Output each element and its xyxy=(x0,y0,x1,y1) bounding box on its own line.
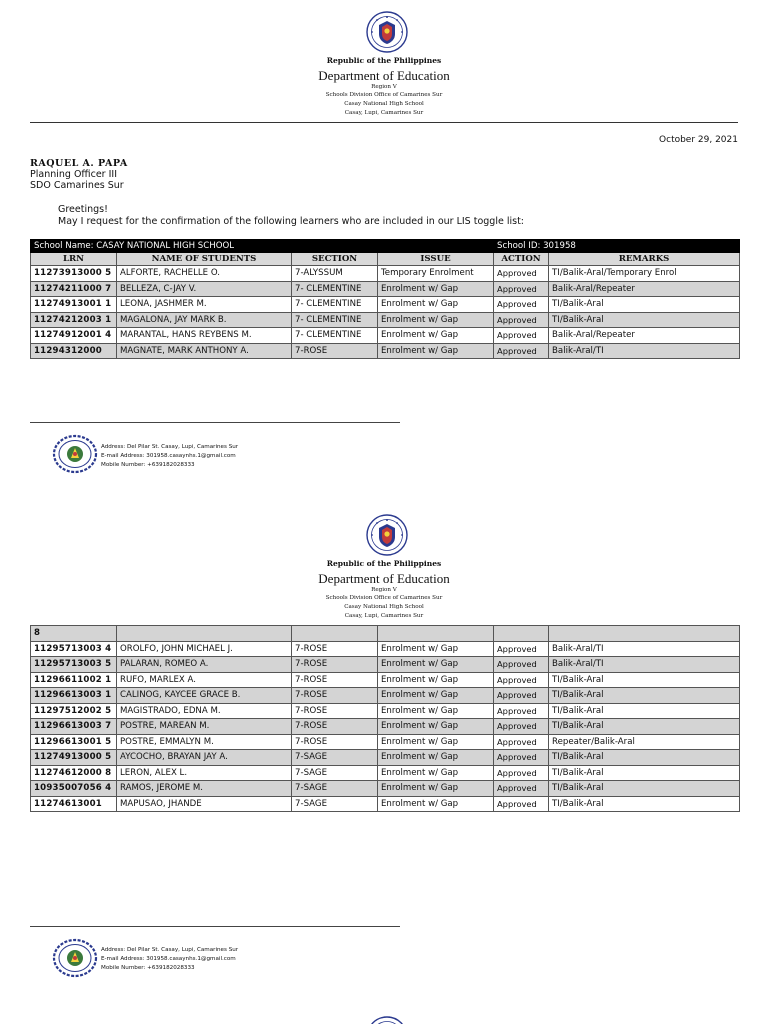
lrn-cell: 11294312000 xyxy=(31,343,117,359)
issue-cell: Enrolment w/ Gap xyxy=(378,281,494,297)
lrn-cell: 11274612000 8 xyxy=(31,765,117,781)
name-cell: MAGISTRADO, EDNA M. xyxy=(117,703,292,719)
lrn-cell: 11296613003 7 xyxy=(31,719,117,735)
footer-address: Address: Del Pilar St. Casay, Lupi, Camarines Sur xyxy=(101,444,239,450)
action-cell: Approved xyxy=(494,281,549,297)
remarks-cell: TI/Balik-Aral xyxy=(549,750,740,766)
table-row-continuation xyxy=(31,626,740,642)
remarks-cell: TI/Balik-Aral xyxy=(549,765,740,781)
action-cell: Approved xyxy=(494,641,549,657)
action-cell: Approved xyxy=(494,688,549,704)
table-row xyxy=(31,750,740,766)
school-logo-icon xyxy=(52,938,98,978)
table-row xyxy=(31,312,740,328)
section-cell: 7- CLEMENTINE xyxy=(292,297,378,313)
request-sentence: May I request for the confirmation of the following learners who are included in our LIS toggle list: xyxy=(58,216,524,227)
table-row xyxy=(31,641,740,657)
name-cell: MARANTAL, HANS REYBENS M. xyxy=(117,328,292,344)
lrn-cell: 11274913001 1 xyxy=(31,297,117,313)
empty-cell xyxy=(292,626,378,642)
issue-cell: Temporary Enrolment xyxy=(378,266,494,282)
header-issue: ISSUE xyxy=(378,253,494,266)
footer-email: E-mail Address: 301958.casaynhs.1@gmail.com xyxy=(101,956,236,962)
section-cell: 7-SAGE xyxy=(292,765,378,781)
remarks-cell: TI/Balik-Aral xyxy=(549,703,740,719)
school-logo-icon xyxy=(52,434,98,474)
remarks-cell: Balik-Aral/TI xyxy=(549,641,740,657)
letterhead-department: Department of Education xyxy=(318,68,450,83)
action-cell: Approved xyxy=(494,312,549,328)
remarks-cell: TI/Balik-Aral xyxy=(549,719,740,735)
lrn-cell: 11296613001 5 xyxy=(31,734,117,750)
letterhead-republic: Republic of the Philippines xyxy=(326,56,442,65)
lrn-cell: 11296611002 1 xyxy=(31,672,117,688)
issue-cell: Enrolment w/ Gap xyxy=(378,719,494,735)
deped-seal-icon xyxy=(366,514,408,556)
header-action: ACTION xyxy=(494,253,549,266)
remarks-cell: Balik-Aral/Repeater xyxy=(549,281,740,297)
name-cell: MAGNATE, MARK ANTHONY A. xyxy=(117,343,292,359)
lrn-cell: 11295713003 4 xyxy=(31,641,117,657)
issue-cell: Enrolment w/ Gap xyxy=(378,796,494,812)
school-name: School Name: CASAY NATIONAL HIGH SCHOOL xyxy=(31,240,494,253)
deped-seal-icon xyxy=(366,1016,408,1024)
action-cell: Approved xyxy=(494,734,549,750)
name-cell: PALARAN, ROMEO A. xyxy=(117,657,292,673)
issue-cell: Enrolment w/ Gap xyxy=(378,672,494,688)
lrn-cell: 11297512002 5 xyxy=(31,703,117,719)
section-cell: 7- CLEMENTINE xyxy=(292,328,378,344)
action-cell: Approved xyxy=(494,765,549,781)
section-cell: 7-ROSE xyxy=(292,719,378,735)
remarks-cell: TI/Balik-Aral xyxy=(549,312,740,328)
letterhead-school: Casay National High School xyxy=(344,604,424,610)
action-cell: Approved xyxy=(494,657,549,673)
footer-divider xyxy=(30,926,400,927)
action-cell: Approved xyxy=(494,266,549,282)
section-cell: 7- CLEMENTINE xyxy=(292,312,378,328)
remarks-cell: Balik-Aral/Repeater xyxy=(549,328,740,344)
lrn-cell: 10935007056 4 xyxy=(31,781,117,797)
table-row xyxy=(31,688,740,704)
section-cell: 7-ROSE xyxy=(292,657,378,673)
table-row xyxy=(31,781,740,797)
footer-address: Address: Del Pilar St. Casay, Lupi, Camarines Sur xyxy=(101,947,239,953)
issue-cell: Enrolment w/ Gap xyxy=(378,657,494,673)
lrn-cell: 11295713003 5 xyxy=(31,657,117,673)
table-row xyxy=(31,734,740,750)
learners-table-page2 xyxy=(30,625,740,812)
issue-cell: Enrolment w/ Gap xyxy=(378,328,494,344)
recipient-office: SDO Camarines Sur xyxy=(30,180,124,191)
empty-cell xyxy=(549,626,740,642)
footer-contact xyxy=(101,946,238,973)
remarks-cell: TI/Balik-Aral xyxy=(549,688,740,704)
table-row xyxy=(31,266,740,282)
table-row xyxy=(31,657,740,673)
section-cell: 7-SAGE xyxy=(292,796,378,812)
learners-table-page1 xyxy=(30,239,740,359)
table-row xyxy=(31,672,740,688)
name-cell: POSTRE, EMMALYN M. xyxy=(117,734,292,750)
table-row xyxy=(31,328,740,344)
deped-seal-icon xyxy=(366,11,408,53)
letter-date: October 29, 2021 xyxy=(659,135,738,145)
lrn-cell: 11274913000 5 xyxy=(31,750,117,766)
header-remarks: REMARKS xyxy=(549,253,740,266)
letterhead-location: Casay, Lupi, Camarines Sur xyxy=(344,110,424,116)
school-info-row xyxy=(31,240,740,253)
remarks-cell: TI/Balik-Aral xyxy=(549,781,740,797)
name-cell: MAGALONA, JAY MARK B. xyxy=(117,312,292,328)
section-cell: 7-ROSE xyxy=(292,343,378,359)
action-cell: Approved xyxy=(494,781,549,797)
lrn-cell: 8 xyxy=(31,626,117,642)
action-cell: Approved xyxy=(494,719,549,735)
issue-cell: Enrolment w/ Gap xyxy=(378,343,494,359)
recipient-title: Planning Officer III xyxy=(30,169,118,180)
name-cell: OROLFO, JOHN MICHAEL J. xyxy=(117,641,292,657)
school-id: School ID: 301958 xyxy=(494,240,740,253)
recipient-name: RAQUEL A. PAPA xyxy=(30,158,128,169)
header-lrn: LRN xyxy=(31,253,117,266)
section-cell: 7-ROSE xyxy=(292,641,378,657)
footer-mobile: Mobile Number: +639182028333 xyxy=(101,462,195,468)
letterhead-region: Region V xyxy=(371,84,397,90)
section-cell: 7-ROSE xyxy=(292,672,378,688)
name-cell: RUFO, MARLEX A. xyxy=(117,672,292,688)
issue-cell: Enrolment w/ Gap xyxy=(378,703,494,719)
footer-contact xyxy=(101,443,238,470)
table-row xyxy=(31,796,740,812)
issue-cell: Enrolment w/ Gap xyxy=(378,734,494,750)
issue-cell: Enrolment w/ Gap xyxy=(378,781,494,797)
issue-cell: Enrolment w/ Gap xyxy=(378,750,494,766)
name-cell: LERON, ALEX L. xyxy=(117,765,292,781)
action-cell: Approved xyxy=(494,796,549,812)
lrn-cell: 11274613001 xyxy=(31,796,117,812)
addressee-block xyxy=(30,158,128,191)
name-cell: POSTRE, MAREAN M. xyxy=(117,719,292,735)
action-cell: Approved xyxy=(494,703,549,719)
remarks-cell: Balik-Aral/TI xyxy=(549,343,740,359)
header-name: NAME OF STUDENTS xyxy=(117,253,292,266)
section-cell: 7-ALYSSUM xyxy=(292,266,378,282)
lrn-cell: 11274212003 1 xyxy=(31,312,117,328)
table-row xyxy=(31,703,740,719)
empty-cell xyxy=(117,626,292,642)
empty-cell xyxy=(378,626,494,642)
footer-email: E-mail Address: 301958.casaynhs.1@gmail.com xyxy=(101,453,236,459)
remarks-cell: TI/Balik-Aral/Temporary Enrol xyxy=(549,266,740,282)
issue-cell: Enrolment w/ Gap xyxy=(378,312,494,328)
letterhead-republic: Republic of the Philippines xyxy=(326,559,442,568)
greeting: Greetings! xyxy=(58,204,108,215)
letterhead-school: Casay National High School xyxy=(344,101,424,107)
action-cell: Approved xyxy=(494,672,549,688)
header-section: SECTION xyxy=(292,253,378,266)
name-cell: CALINOG, KAYCEE GRACE B. xyxy=(117,688,292,704)
issue-cell: Enrolment w/ Gap xyxy=(378,641,494,657)
lrn-cell: 11296613003 1 xyxy=(31,688,117,704)
name-cell: AYCOCHO, BRAYAN JAY A. xyxy=(117,750,292,766)
remarks-cell: TI/Balik-Aral xyxy=(549,672,740,688)
footer-mobile: Mobile Number: +639182028333 xyxy=(101,965,195,971)
table-header-row xyxy=(31,253,740,266)
issue-cell: Enrolment w/ Gap xyxy=(378,297,494,313)
section-cell: 7-ROSE xyxy=(292,688,378,704)
section-cell: 7-ROSE xyxy=(292,734,378,750)
action-cell: Approved xyxy=(494,297,549,313)
name-cell: BELLEZA, C-JAY V. xyxy=(117,281,292,297)
table-row xyxy=(31,281,740,297)
footer-divider xyxy=(30,422,400,423)
table-row xyxy=(31,297,740,313)
table-row xyxy=(31,343,740,359)
section-cell: 7-ROSE xyxy=(292,703,378,719)
letterhead-region: Region V xyxy=(371,587,397,593)
letter-body xyxy=(58,204,524,228)
empty-cell xyxy=(494,626,549,642)
issue-cell: Enrolment w/ Gap xyxy=(378,688,494,704)
remarks-cell: TI/Balik-Aral xyxy=(549,796,740,812)
lrn-cell: 11274912001 4 xyxy=(31,328,117,344)
remarks-cell: Repeater/Balik-Aral xyxy=(549,734,740,750)
action-cell: Approved xyxy=(494,343,549,359)
action-cell: Approved xyxy=(494,328,549,344)
letterhead-divider xyxy=(30,122,738,123)
issue-cell: Enrolment w/ Gap xyxy=(378,765,494,781)
remarks-cell: Balik-Aral/TI xyxy=(549,657,740,673)
lrn-cell: 11273913000 5 xyxy=(31,266,117,282)
letterhead-location: Casay, Lupi, Camarines Sur xyxy=(344,613,424,619)
remarks-cell: TI/Balik-Aral xyxy=(549,297,740,313)
name-cell: LEONA, JASHMER M. xyxy=(117,297,292,313)
lrn-cell: 11274211000 7 xyxy=(31,281,117,297)
name-cell: MAPUSAO, JHANDE xyxy=(117,796,292,812)
letterhead-division: Schools Division Office of Camarines Sur xyxy=(325,595,443,601)
letterhead-division: Schools Division Office of Camarines Sur xyxy=(325,92,443,98)
section-cell: 7-SAGE xyxy=(292,781,378,797)
section-cell: 7- CLEMENTINE xyxy=(292,281,378,297)
name-cell: RAMOS, JEROME M. xyxy=(117,781,292,797)
action-cell: Approved xyxy=(494,750,549,766)
section-cell: 7-SAGE xyxy=(292,750,378,766)
table-row xyxy=(31,719,740,735)
letterhead-department: Department of Education xyxy=(318,571,450,586)
table-row xyxy=(31,765,740,781)
name-cell: ALFORTE, RACHELLE O. xyxy=(117,266,292,282)
